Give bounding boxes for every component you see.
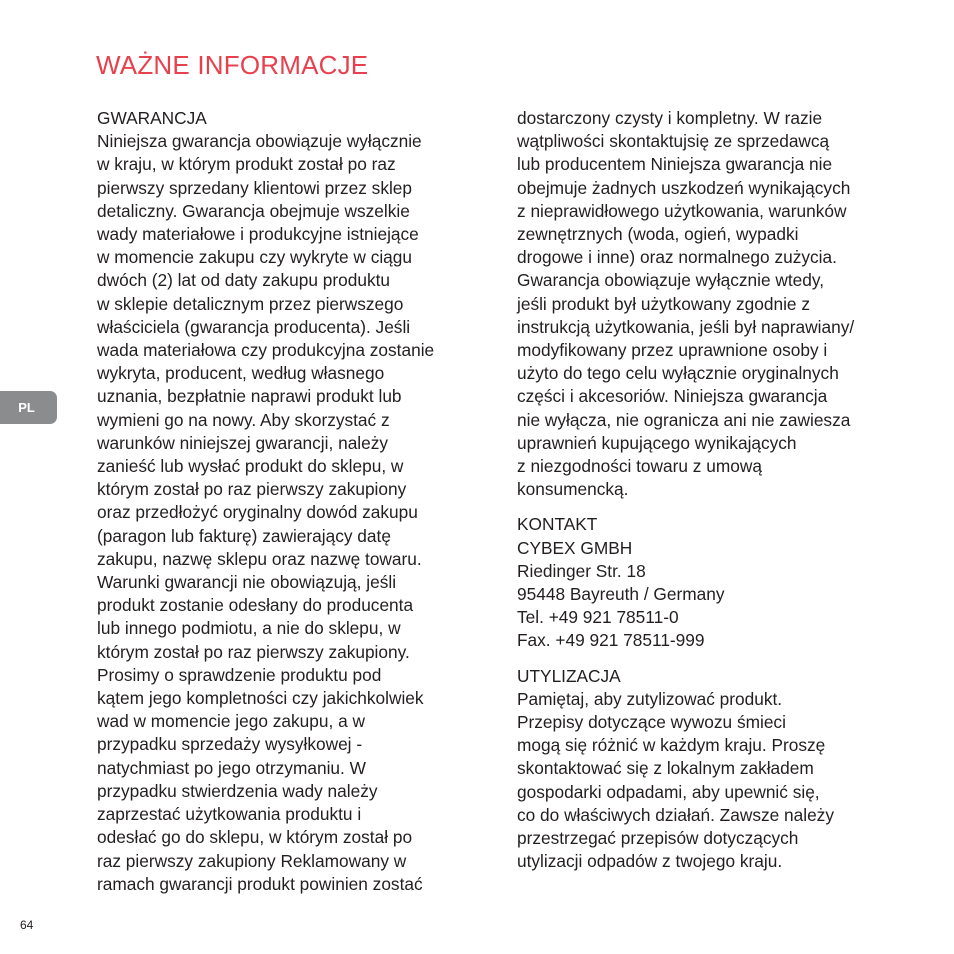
warranty-text-line: Warunki gwarancji nie obowiązują, jeśli: [97, 572, 397, 593]
warranty-text-line: wymieni go na nowy. Aby skorzystać z: [97, 409, 390, 430]
page-number: 64: [20, 918, 34, 932]
left-column: [97, 107, 497, 896]
contact-line: 95448 Bayreuth / Germany: [517, 584, 725, 605]
warranty-text-line: dwóch (2) lat od daty zakupu produktu: [97, 270, 390, 291]
warranty-text-line: lub producentem Niniejsza gwarancja nie: [517, 154, 833, 175]
disposal-heading: UTYLIZACJA: [517, 665, 621, 686]
warranty-text-line: kątem jego kompletności czy jakichkolwiek: [97, 688, 424, 709]
warranty-text-line: dostarczony czysty i kompletny. W razie: [517, 108, 823, 128]
warranty-text-line: drogowe i inne) oraz normalnego zużycia.: [517, 247, 837, 268]
disposal-text-line: skontaktować się z lokalnym zakładem: [517, 758, 814, 779]
contact-line: Riedinger Str. 18: [517, 560, 646, 581]
contact-address: [517, 560, 927, 653]
warranty-text-line: części i akcesoriów. Niniejsza gwarancja: [517, 386, 828, 407]
warranty-text-line: modyfikowany przez uprawnione osoby i: [517, 340, 828, 361]
disposal-text-line: mogą się różnić w każdym kraju. Proszę: [517, 735, 826, 756]
warranty-text-line: raz pierwszy zakupiony Reklamowany w: [97, 850, 407, 871]
warranty-text-line: w kraju, w którym produkt został po raz: [97, 154, 396, 175]
right-column: [517, 107, 927, 874]
warranty-text-line: oraz przedłożyć oryginalny dowód zakupu: [97, 502, 418, 523]
warranty-text-line: lub innego podmiotu, a nie do sklepu, w: [97, 618, 401, 639]
warranty-text-line: którym został po raz pierwszy zakupiony.: [97, 641, 410, 662]
warranty-text-line: Niniejsza gwarancja obowiązuje wyłącznie: [97, 131, 422, 152]
warranty-text-line: w sklepie detalicznym przez pierwszego: [97, 293, 404, 314]
language-tab: PL: [0, 391, 57, 424]
disposal-text-line: gospodarki odpadami, aby upewnić się,: [517, 781, 820, 802]
warranty-text-line: z nieprawidłowego użytkowania, warunków: [517, 200, 847, 221]
warranty-text-left: [97, 130, 497, 896]
warranty-text-line: którym został po raz pierwszy zakupiony: [97, 479, 407, 500]
warranty-text-line: obejmuje żadnych uszkodzeń wynikających: [517, 177, 851, 198]
warranty-text-line: wady materiałowe i produkcyjne istniejące: [97, 224, 419, 245]
warranty-text-line: Prosimy o sprawdzenie produktu pod: [97, 664, 382, 685]
warranty-text-line: przypadku sprzedaży wysyłkowej -: [97, 734, 363, 755]
warranty-text-line: wada materiałowa czy produkcyjna zostanie: [97, 340, 435, 361]
disposal-text-line: Przepisy dotyczące wywozu śmieci: [517, 712, 786, 733]
disposal-text-line: co do właściwych działań. Zawsze należy: [517, 804, 834, 825]
warranty-text-line: uznania, bezpłatnie naprawi produkt lub: [97, 386, 402, 407]
contact-heading: KONTAKT: [517, 514, 598, 535]
disposal-text: [517, 688, 927, 874]
warranty-text-line: instrukcją użytkowania, jeśli był naprawiany/: [517, 316, 855, 337]
contact-line: Fax. +49 921 78511-999: [517, 630, 705, 651]
warranty-text-line: odesłać go do sklepu, w którym został po: [97, 827, 413, 848]
page-title: WAŻNE INFORMACJE: [96, 50, 369, 80]
warranty-text-line: natychmiast po jego otrzymaniu. W: [97, 757, 366, 778]
warranty-text-line: właściciela (gwarancja producenta). Jeśli: [97, 316, 411, 337]
warranty-text-line: detaliczny. Gwarancja obejmuje wszelkie: [97, 200, 410, 221]
warranty-text-line: wad w momencie jego zakupu, a w: [97, 711, 365, 732]
contact-line: Tel. +49 921 78511-0: [517, 607, 679, 628]
warranty-text-line: przypadku stwierdzenia wady należy: [97, 780, 378, 801]
warranty-text-line: zanieść lub wysłać produkt do sklepu, w: [97, 456, 404, 477]
warranty-text-line: z niezgodności towaru z umową: [517, 456, 762, 477]
warranty-text-line: Gwarancja obowiązuje wyłącznie wtedy,: [517, 270, 825, 291]
warranty-text-line: wykryta, producent, według własnego: [97, 363, 385, 384]
company-name: CYBEX GMBH: [517, 537, 633, 558]
warranty-text-line: pierwszy sprzedany klientowi przez sklep: [97, 177, 413, 198]
warranty-text-line: użyto do tego celu wyłącznie oryginalnych: [517, 363, 839, 384]
warranty-text-line: wątpliwości skontaktujsię ze sprzedawcą: [517, 131, 830, 152]
disposal-text-line: utylizacji odpadów z twojego kraju.: [517, 851, 783, 872]
warranty-text-line: nie wyłącza, nie ogranicza ani nie zawiesza: [517, 409, 851, 430]
warranty-text-line: warunków niniejszej gwarancji, należy: [97, 432, 389, 453]
disposal-text-line: przestrzegać przepisów dotyczących: [517, 828, 799, 849]
warranty-text-line: jeśli produkt był użytkowany zgodnie z: [517, 293, 810, 314]
warranty-text-line: zaprzestać użytkowania produktu i: [97, 804, 362, 825]
disposal-text-line: Pamiętaj, aby zutylizować produkt.: [517, 688, 783, 709]
warranty-text-line: (paragon lub fakturę) zawierający datę: [97, 525, 391, 546]
warranty-text-line: w momencie zakupu czy wykryte w ciągu: [97, 247, 413, 268]
warranty-text-line: ramach gwarancji produkt powinien zostać: [97, 873, 423, 894]
warranty-text-line: konsumencką.: [517, 479, 629, 500]
warranty-text-right: [517, 107, 927, 501]
warranty-text-line: uprawnień kupującego wynikających: [517, 432, 797, 453]
warranty-heading: GWARANCJA: [97, 108, 207, 128]
warranty-text-line: produkt zostanie odesłany do producenta: [97, 595, 414, 616]
warranty-text-line: zewnętrznych (woda, ogień, wypadki: [517, 224, 799, 245]
warranty-text-line: zakupu, nazwę sklepu oraz nazwę towaru.: [97, 548, 422, 569]
